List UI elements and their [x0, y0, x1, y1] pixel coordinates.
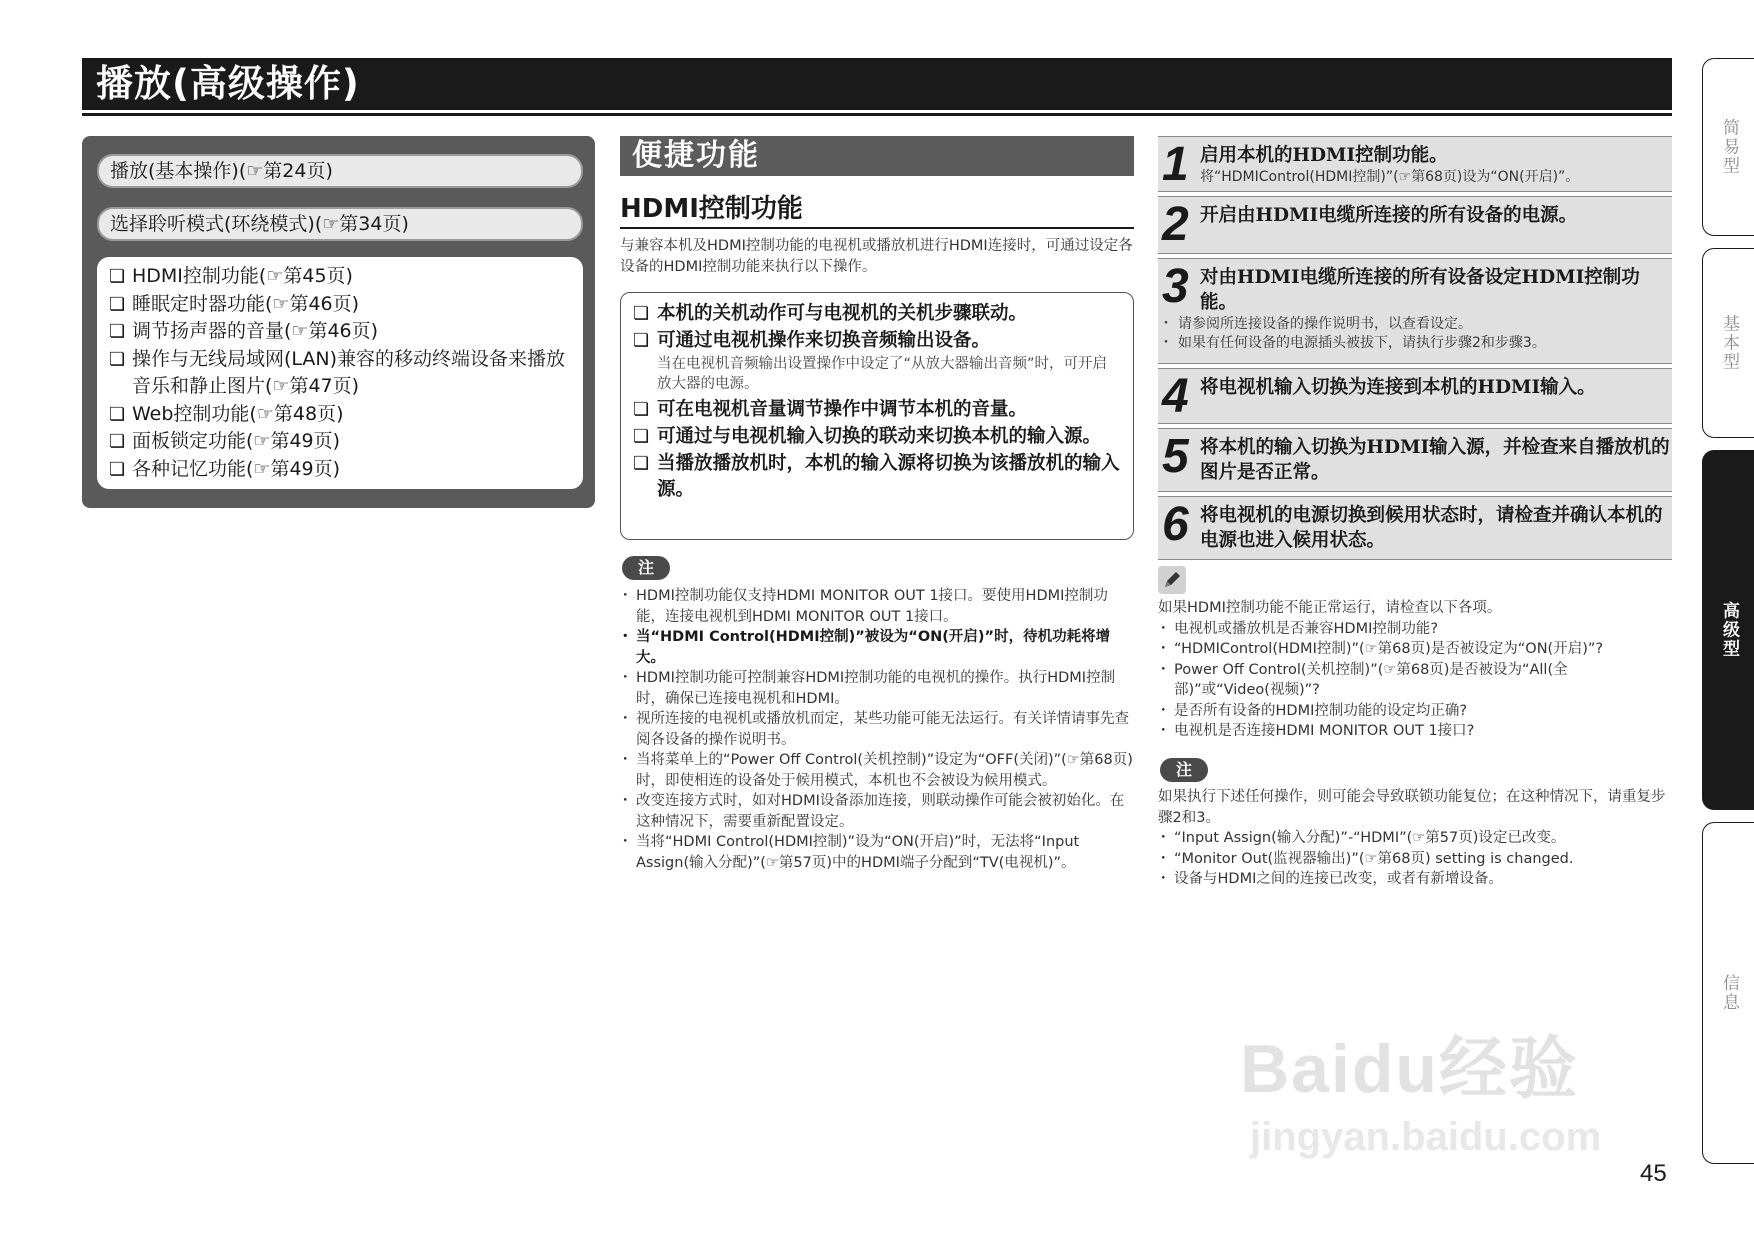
link-surround-mode[interactable]: 选择聆听模式(环绕模式)(☞第34页) — [97, 207, 583, 241]
feature-item: ❏ 可在电视机音量调节操作中调节本机的音量。 — [633, 397, 1121, 423]
page-title: 播放(高级操作) — [96, 62, 360, 105]
tab-easy[interactable] — [1702, 58, 1754, 236]
step-text: 启用本机的HDMI控制功能。 — [1200, 145, 1448, 166]
subsection-heading: HDMI控制功能 — [620, 194, 803, 224]
reset-item: ・ “Monitor Out(监视器输出)”(☞第68页) setting is changed. — [1158, 849, 1672, 870]
note-item: ・ 当将“HDMI Control(HDMI控制)”设为“ON(开启)”时，无法将“Input Assign(输入分配)”(☞第57页)中的HDMI端子分配到“TV(电视机)”。 — [620, 832, 1135, 873]
tab-info[interactable] — [1702, 822, 1754, 1164]
checkbox-icon: ❏ — [109, 266, 126, 287]
step-3 — [1158, 258, 1672, 364]
tab-basic-label: 基本型 — [1719, 314, 1739, 372]
notes-list — [620, 586, 1135, 873]
step-number: 5 — [1162, 430, 1189, 483]
note-item: ・ 改变连接方式时，如对HDMI设备添加连接，则联动操作可能会被初始化。在这种情况下，需要重新配置设定。 — [620, 791, 1135, 832]
subsection-underline — [620, 227, 1134, 229]
list-item[interactable]: ❏ 睡眠定时器功能(☞第46页) — [109, 291, 573, 319]
checkbox-icon: ❏ — [633, 330, 650, 351]
step-text: 将电视机输入切换为连接到本机的HDMI输入。 — [1200, 377, 1596, 398]
reference-icon: ☞ — [272, 375, 290, 397]
step-bullet: ・ 请参阅所连接设备的操作说明书，以查看设定。 — [1162, 315, 1672, 334]
reference-icon: ☞ — [291, 320, 309, 342]
step-5 — [1158, 428, 1672, 492]
step-number: 4 — [1162, 370, 1189, 423]
troubleshoot-item: ・ 是否所有设备的HDMI控制功能的设定均正确? — [1158, 701, 1672, 722]
list-item[interactable]: ❏ HDMI控制功能(☞第45页) — [109, 263, 573, 291]
reference-icon: ☞ — [266, 265, 284, 287]
list-item[interactable]: ❏ Web控制功能(☞第48页) — [109, 401, 573, 429]
reference-icon: ☞ — [253, 430, 271, 452]
note-item: ・ HDMI控制功能可控制兼容HDMI控制功能的电视机的操作。执行HDMI控制时，确保已连接电视机和HDMI。 — [620, 668, 1135, 709]
reset-item: ・ “Input Assign(输入分配)”-“HDMI”(☞第57页)设定已改变。 — [1158, 828, 1672, 849]
checkbox-icon: ❏ — [109, 293, 126, 315]
troubleshoot-item: ・ “HDMIControl(HDMI控制)”(☞第68页)是否被设定为“ON(开启)”? — [1158, 639, 1672, 660]
section-heading: 便捷功能 — [620, 136, 1134, 176]
troubleshoot-item: ・ 电视机是否连接HDMI MONITOR OUT 1接口? — [1158, 721, 1672, 742]
pencil-icon — [1158, 566, 1186, 594]
troubleshoot-intro: 如果HDMI控制功能不能正常运行，请检查以下各项。 — [1158, 600, 1502, 616]
reference-icon: ☞ — [246, 160, 264, 182]
link-basic-playback[interactable]: 播放(基本操作)(☞第24页) — [97, 154, 583, 188]
checkbox-icon: ❏ — [109, 458, 126, 480]
troubleshoot-list — [1158, 598, 1672, 742]
note-badge: 注 — [622, 556, 670, 580]
step-2 — [1158, 196, 1672, 254]
intro-text: 与兼容本机及HDMI控制功能的电视机或播放机进行HDMI连接时，可通过设定各设备的HDMI控制功能来执行以下操作。 — [620, 238, 1133, 275]
header-underline — [82, 113, 1672, 116]
tab-basic[interactable] — [1702, 248, 1754, 438]
tab-advanced[interactable] — [1702, 450, 1754, 810]
steps-list — [1158, 136, 1672, 564]
feature-note: 当在电视机音频输出设置操作中设定了“从放大器输出音频”时，可开启放大器的电源。 — [657, 356, 1108, 392]
reference-icon: ☞ — [322, 213, 340, 235]
step-1 — [1158, 136, 1672, 192]
step-number: 3 — [1162, 260, 1189, 313]
tab-info-label: 信息 — [1719, 974, 1739, 1012]
step-text: 对由HDMI电缆所连接的所有设备设定HDMI控制功能。 — [1200, 267, 1640, 313]
reference-icon: ☞ — [253, 457, 271, 480]
checkbox-icon: ❏ — [633, 453, 650, 474]
checkbox-icon: ❏ — [109, 403, 126, 425]
note-item: ・ HDMI控制功能仅支持HDMI MONITOR OUT 1接口。要使用HDMI控制功能，连接电视机到HDMI MONITOR OUT 1接口。 — [620, 586, 1135, 627]
step-bullet: ・ 如果有任何设备的电源插头被拔下，请执行步骤2和步骤3。 — [1162, 334, 1672, 353]
feature-item: ❏ 本机的关机动作可与电视机的关机步骤联动。 — [633, 301, 1121, 327]
note-item: ・ 当“HDMI Control(HDMI控制)”被设为“ON(开启)”时，待机功耗将增大。 — [620, 627, 1135, 668]
page-number: 45 — [1640, 1160, 1667, 1187]
step-text: 开启由HDMI电缆所连接的所有设备的电源。 — [1200, 205, 1578, 226]
list-item[interactable]: ❏ 各种记忆功能(☞第49页) — [109, 456, 573, 484]
step-6 — [1158, 496, 1672, 560]
troubleshoot-item: ・ 电视机或播放机是否兼容HDMI控制功能? — [1158, 619, 1672, 640]
note-badge: 注 — [1160, 758, 1208, 782]
step-number: 2 — [1162, 198, 1189, 251]
tab-easy-label: 简易型 — [1719, 118, 1739, 176]
note-item: ・ 视所连接的电视机或播放机而定，某些功能可能无法运行。有关详情请事先查阅各设备的操作说明书。 — [620, 709, 1135, 750]
list-item[interactable]: ❏ 操作与无线局域网(LAN)兼容的移动终端设备来播放音乐和静止图片(☞第47页) — [109, 347, 566, 397]
reference-icon: ☞ — [256, 402, 274, 425]
checkbox-icon: ❏ — [109, 348, 126, 370]
checkbox-icon: ❏ — [109, 321, 126, 342]
checkbox-icon: ❏ — [109, 431, 126, 452]
list-item[interactable]: ❏ 调节扬声器的音量(☞第46页) — [109, 318, 573, 346]
checkbox-icon: ❏ — [633, 399, 650, 420]
note-item: ・ 当将菜单上的“Power Off Control(关机控制)”设定为“OFF(关闭)”(☞第68页)时，即使相连的设备处于候用模式，本机也不会被设为候用模式。 — [620, 750, 1135, 791]
list-item[interactable]: ❏ 面板锁定功能(☞第49页) — [109, 428, 573, 456]
reset-item: ・ 设备与HDMI之间的连接已改变，或者有新增设备。 — [1158, 869, 1672, 890]
reset-notes — [1158, 787, 1672, 890]
advanced-topics-list — [97, 257, 583, 489]
watermark-url: jingyan.baidu.com — [1250, 1115, 1602, 1159]
feature-item: ❏ 当播放播放机时，本机的输入源将切换为该播放机的输入源。 — [633, 453, 1120, 500]
step-number: 1 — [1162, 138, 1189, 191]
reset-intro: 如果执行下述任何操作，则可能会导致联锁功能复位；在这种情况下，请重复步骤2和3。 — [1158, 789, 1666, 826]
troubleshoot-item: ・ Power Off Control(关机控制)”(☞第68页)是否被设为“All(全部)”或“Video(视频)”? — [1158, 660, 1672, 701]
feature-item: ❏ 可通过与电视机输入切换的联动来切换本机的输入源。 — [633, 424, 1121, 450]
tab-advanced-label: 高级型 — [1719, 601, 1739, 659]
features-box — [620, 292, 1134, 540]
feature-item: ❏ 可通过电视机操作来切换音频输出设备。 当在电视机音频输出设置操作中设定了“从放大器输出音频”时，可开启放大器的电源。 — [633, 328, 1121, 394]
step-text: 将电视机的电源切换到候用状态时，请检查并确认本机的电源也进入候用状态。 — [1200, 505, 1663, 551]
step-number: 6 — [1162, 498, 1189, 551]
reference-icon: ☞ — [272, 292, 290, 315]
checkbox-icon: ❏ — [633, 303, 650, 324]
checkbox-icon: ❏ — [633, 426, 650, 447]
watermark-logo: Baidu经验 — [1240, 1031, 1579, 1107]
step-sub: 将“HDMIControl(HDMI控制)”(☞第68页)设为“ON(开启)”。 — [1200, 169, 1580, 185]
step-text: 将本机的输入切换为HDMI输入源，并检查来自播放机的图片是否正常。 — [1200, 437, 1670, 483]
step-4 — [1158, 368, 1672, 424]
